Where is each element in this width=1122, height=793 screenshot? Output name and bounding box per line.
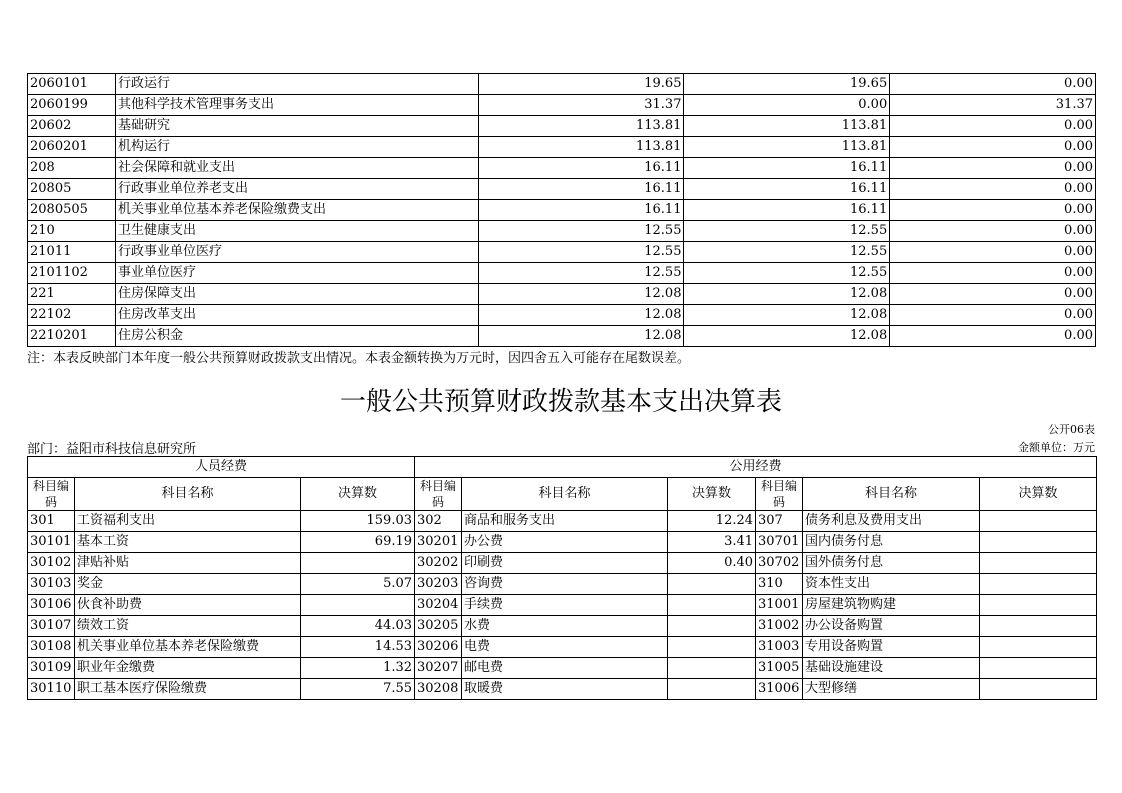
table-row (28, 595, 1097, 616)
personnel-name: 机关事业单位基本养老保险缴费 (75, 637, 301, 658)
table-row (28, 137, 1096, 158)
other-code: 31006 (756, 679, 803, 700)
public-name: 取暖费 (462, 679, 668, 700)
other-code: 31001 (756, 595, 803, 616)
row-name: 卫生健康支出 (115, 221, 478, 242)
personnel-name: 奖金 (75, 574, 301, 595)
table-row (28, 658, 1097, 679)
row-name: 事业单位医疗 (115, 263, 478, 284)
personnel-name: 绩效工资 (75, 616, 301, 637)
row-basic: 12.55 (684, 263, 890, 284)
other-amount (980, 511, 1097, 532)
row-project: 0.00 (890, 158, 1096, 179)
row-name: 基础研究 (115, 116, 478, 137)
row-total: 12.55 (478, 263, 684, 284)
public-code: 30204 (415, 595, 462, 616)
other-amount (980, 637, 1097, 658)
other-amount (980, 532, 1097, 553)
personnel-name: 伙食补助费 (75, 595, 301, 616)
row-project: 0.00 (890, 305, 1096, 326)
other-code: 307 (756, 511, 803, 532)
expenditure-table (27, 73, 1096, 347)
row-total: 31.37 (478, 95, 684, 116)
personnel-code: 30109 (28, 658, 75, 679)
other-code: 30701 (756, 532, 803, 553)
personnel-code: 30107 (28, 616, 75, 637)
personnel-amount: 44.03 (301, 616, 415, 637)
public-code: 30208 (415, 679, 462, 700)
public-code: 30207 (415, 658, 462, 679)
code-header: 科目编码 (28, 478, 75, 511)
row-name: 住房改革支出 (115, 305, 478, 326)
public-amount (668, 637, 756, 658)
row-total: 12.08 (478, 284, 684, 305)
row-project: 0.00 (890, 137, 1096, 158)
table-row (28, 679, 1097, 700)
row-project: 0.00 (890, 116, 1096, 137)
row-basic: 12.55 (684, 221, 890, 242)
row-project: 0.00 (890, 179, 1096, 200)
personnel-name: 职工基本医疗保险缴费 (75, 679, 301, 700)
table-row (28, 221, 1096, 242)
row-project: 0.00 (890, 242, 1096, 263)
table-row (28, 242, 1096, 263)
other-name: 债务利息及费用支出 (803, 511, 980, 532)
row-name: 机关事业单位基本养老保险缴费支出 (115, 200, 478, 221)
row-project: 0.00 (890, 326, 1096, 347)
name-header: 科目名称 (75, 478, 301, 511)
amount-header: 决算数 (668, 478, 756, 511)
other-code: 30702 (756, 553, 803, 574)
amount-header: 决算数 (980, 478, 1097, 511)
public-code: 30203 (415, 574, 462, 595)
personnel-amount: 69.19 (301, 532, 415, 553)
other-amount (980, 658, 1097, 679)
other-amount (980, 595, 1097, 616)
public-code: 302 (415, 511, 462, 532)
personnel-amount: 1.32 (301, 658, 415, 679)
personnel-code: 30106 (28, 595, 75, 616)
row-basic: 12.55 (684, 242, 890, 263)
group-header-row (28, 457, 1097, 478)
public-name: 印刷费 (462, 553, 668, 574)
column-header-row (28, 478, 1097, 511)
page-title: 一般公共预算财政拨款基本支出决算表 (339, 387, 782, 417)
row-total: 12.55 (478, 221, 684, 242)
personnel-amount: 14.53 (301, 637, 415, 658)
table-row (28, 326, 1096, 347)
row-code: 20602 (28, 116, 116, 137)
public-amount (668, 574, 756, 595)
other-code: 31005 (756, 658, 803, 679)
row-code: 2101102 (28, 263, 116, 284)
table-row (28, 574, 1097, 595)
table-note: 注：本表反映部门本年度一般公共预算财政拨款支出情况。本表金额转换为万元时，因四舍五入可能存在尾数误差。 (27, 351, 691, 366)
personnel-amount: 159.03 (301, 511, 415, 532)
table-row (28, 200, 1096, 221)
other-name: 房屋建筑物购建 (803, 595, 980, 616)
table-row (28, 511, 1097, 532)
row-basic: 0.00 (684, 95, 890, 116)
public-header: 公用经费 (415, 457, 1097, 478)
public-amount: 12.24 (668, 511, 756, 532)
row-name: 机构运行 (115, 137, 478, 158)
row-total: 113.81 (478, 116, 684, 137)
personnel-code: 301 (28, 511, 75, 532)
personnel-amount: 7.55 (301, 679, 415, 700)
row-basic: 16.11 (684, 200, 890, 221)
row-total: 12.08 (478, 305, 684, 326)
row-basic: 19.65 (684, 74, 890, 95)
public-code: 30206 (415, 637, 462, 658)
row-basic: 12.08 (684, 284, 890, 305)
public-code: 30202 (415, 553, 462, 574)
public-amount (668, 616, 756, 637)
row-code: 208 (28, 158, 116, 179)
table-row (28, 74, 1096, 95)
public-name: 邮电费 (462, 658, 668, 679)
row-project: 31.37 (890, 95, 1096, 116)
public-name: 手续费 (462, 595, 668, 616)
public-code: 30205 (415, 616, 462, 637)
other-code: 31003 (756, 637, 803, 658)
other-name: 国外债务付息 (803, 553, 980, 574)
public-code: 30201 (415, 532, 462, 553)
row-basic: 16.11 (684, 179, 890, 200)
table-row (28, 305, 1096, 326)
other-name: 资本性支出 (803, 574, 980, 595)
name-header: 科目名称 (803, 478, 980, 511)
table-row (28, 532, 1097, 553)
row-name: 其他科学技术管理事务支出 (115, 95, 478, 116)
row-project: 0.00 (890, 221, 1096, 242)
table-row (28, 616, 1097, 637)
personnel-amount (301, 553, 415, 574)
row-basic: 12.08 (684, 326, 890, 347)
row-code: 210 (28, 221, 116, 242)
row-code: 2060199 (28, 95, 116, 116)
row-project: 0.00 (890, 200, 1096, 221)
row-name: 行政事业单位医疗 (115, 242, 478, 263)
personnel-code: 30103 (28, 574, 75, 595)
personnel-name: 基本工资 (75, 532, 301, 553)
table-row (28, 158, 1096, 179)
other-name: 大型修缮 (803, 679, 980, 700)
other-code: 31002 (756, 616, 803, 637)
row-name: 行政事业单位养老支出 (115, 179, 478, 200)
name-header: 科目名称 (462, 478, 668, 511)
row-code: 221 (28, 284, 116, 305)
code-header: 科目编码 (415, 478, 462, 511)
personnel-code: 30102 (28, 553, 75, 574)
personnel-name: 职业年金缴费 (75, 658, 301, 679)
row-code: 22102 (28, 305, 116, 326)
other-amount (980, 616, 1097, 637)
row-code: 2060201 (28, 137, 116, 158)
other-name: 专用设备购置 (803, 637, 980, 658)
public-name: 办公费 (462, 532, 668, 553)
public-name: 咨询费 (462, 574, 668, 595)
public-amount: 3.41 (668, 532, 756, 553)
other-amount (980, 553, 1097, 574)
table-row (28, 284, 1096, 305)
table-code-label: 公开06表 (1048, 423, 1095, 436)
basic-expenditure-table (27, 456, 1097, 700)
other-amount (980, 574, 1097, 595)
row-code: 20805 (28, 179, 116, 200)
code-header: 科目编码 (756, 478, 803, 511)
personnel-name: 津贴补贴 (75, 553, 301, 574)
row-basic: 113.81 (684, 137, 890, 158)
table-row (28, 553, 1097, 574)
other-amount (980, 679, 1097, 700)
table-row (28, 95, 1096, 116)
row-total: 16.11 (478, 200, 684, 221)
public-amount (668, 595, 756, 616)
row-project: 0.00 (890, 74, 1096, 95)
table-row (28, 263, 1096, 284)
row-project: 0.00 (890, 284, 1096, 305)
personnel-amount (301, 595, 415, 616)
personnel-code: 30108 (28, 637, 75, 658)
department-label: 部门：益阳市科技信息研究所 (27, 442, 197, 457)
row-basic: 113.81 (684, 116, 890, 137)
row-total: 19.65 (478, 74, 684, 95)
personnel-code: 30101 (28, 532, 75, 553)
row-total: 12.55 (478, 242, 684, 263)
row-basic: 16.11 (684, 158, 890, 179)
row-total: 12.08 (478, 326, 684, 347)
public-amount: 0.40 (668, 553, 756, 574)
row-code: 2210201 (28, 326, 116, 347)
row-code: 2080505 (28, 200, 116, 221)
row-name: 行政运行 (115, 74, 478, 95)
table-row (28, 179, 1096, 200)
row-total: 113.81 (478, 137, 684, 158)
row-total: 16.11 (478, 158, 684, 179)
other-code: 310 (756, 574, 803, 595)
other-name: 基础设施建设 (803, 658, 980, 679)
table-row (28, 637, 1097, 658)
public-name: 商品和服务支出 (462, 511, 668, 532)
row-name: 社会保障和就业支出 (115, 158, 478, 179)
public-name: 电费 (462, 637, 668, 658)
personnel-name: 工资福利支出 (75, 511, 301, 532)
row-name: 住房保障支出 (115, 284, 478, 305)
personnel-header: 人员经费 (28, 457, 415, 478)
public-amount (668, 658, 756, 679)
row-project: 0.00 (890, 263, 1096, 284)
other-name: 办公设备购置 (803, 616, 980, 637)
personnel-code: 30110 (28, 679, 75, 700)
row-code: 2060101 (28, 74, 116, 95)
public-name: 水费 (462, 616, 668, 637)
public-amount (668, 679, 756, 700)
personnel-amount: 5.07 (301, 574, 415, 595)
amount-header: 决算数 (301, 478, 415, 511)
row-code: 21011 (28, 242, 116, 263)
table-row (28, 116, 1096, 137)
row-name: 住房公积金 (115, 326, 478, 347)
other-name: 国内债务付息 (803, 532, 980, 553)
row-total: 16.11 (478, 179, 684, 200)
unit-label: 金额单位：万元 (1018, 441, 1095, 454)
row-basic: 12.08 (684, 305, 890, 326)
